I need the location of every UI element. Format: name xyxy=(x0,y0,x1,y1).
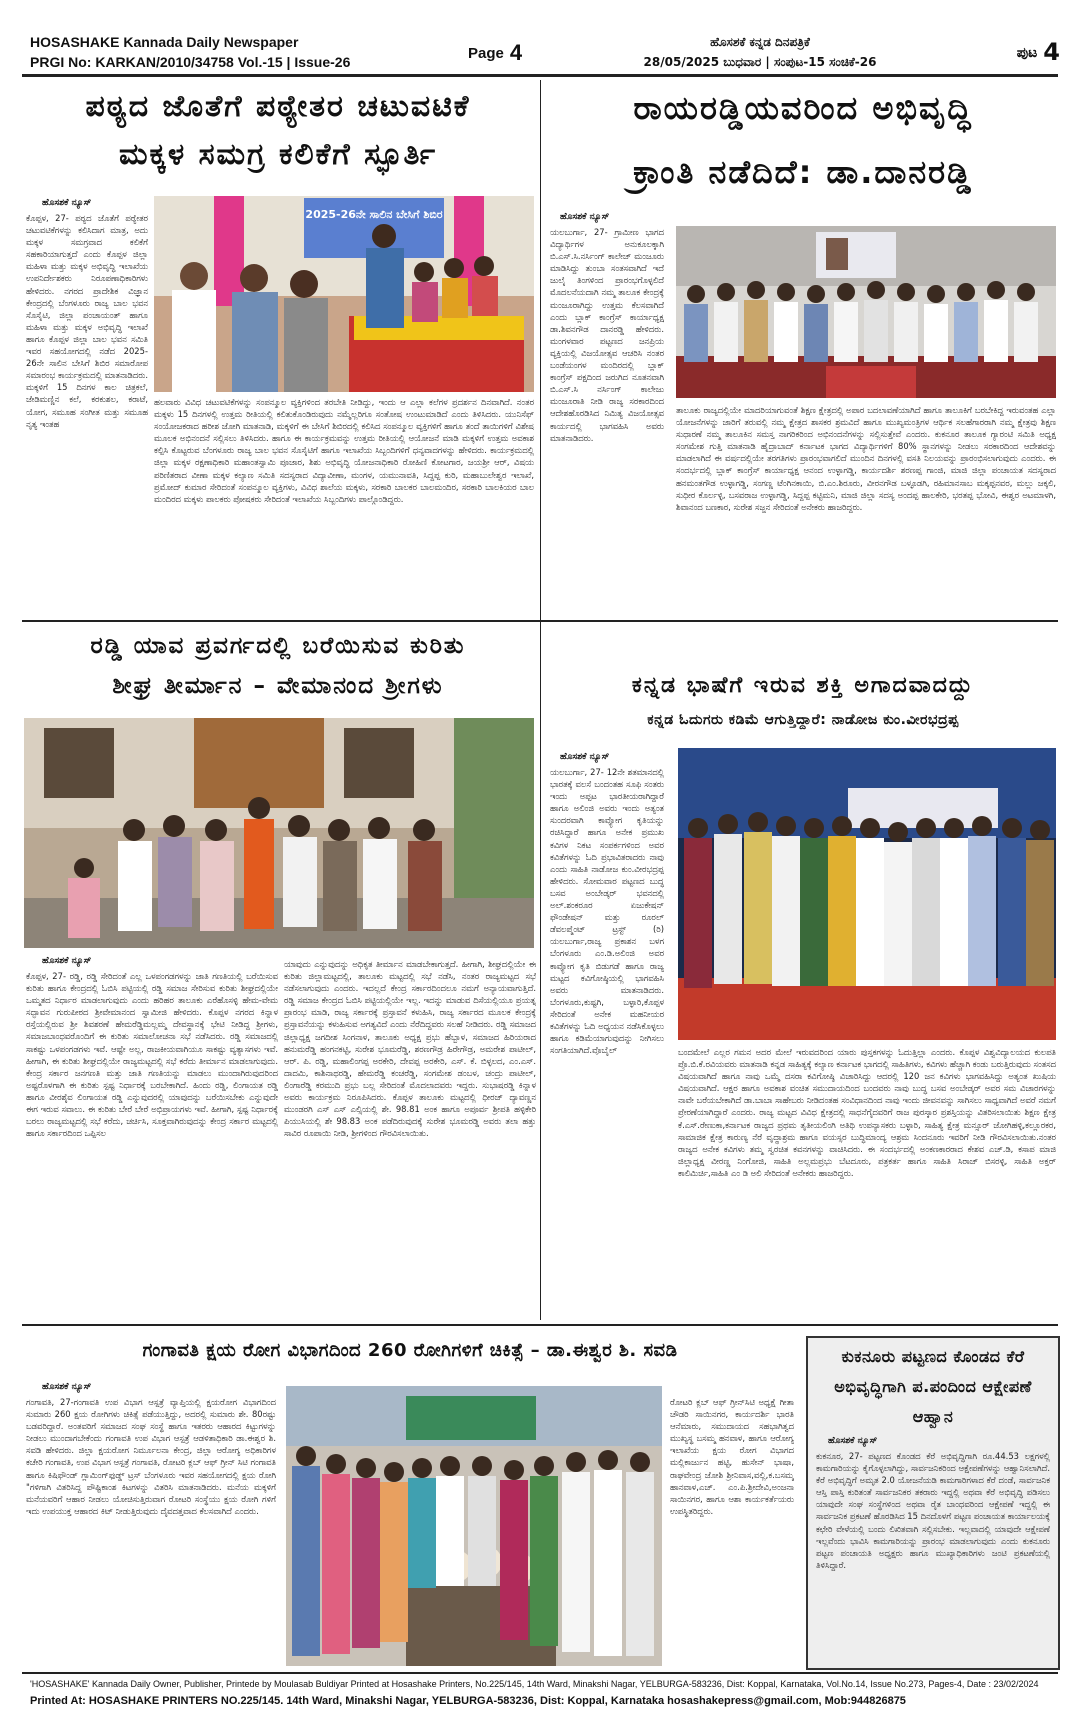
paper-name: HOSASHAKE Kannada Daily Newspaper xyxy=(30,34,299,50)
a5-column-2: ರೋಟರಿ ಕ್ಲಬ್ ಆಫ್ ಗ್ರೀನ್‌ಸಿಟಿ ಅಧ್ಯಕ್ಷೆ ಗೀತಾ ಚೌಡರಿ ಸಾಯಿನಗರ, ಕಾರ್ಯದರ್ಶಿ ಭಾರತಿ ಆನೆಮಾರು, ಸಮುದಾಯದ ಸಹಭಾಗಿತ್ವದ ಮುಖ್ಯಸ್ಥ ಬಸಮ್ಮ ಹನವಾಳ, ಹಾಗೂ ಆರೋಗ್ಯ ಇಲಾಖೆಯ ಕ್ಷಯ ರೋಗ ವಿಭಾಗದ ಮಲ್ಲಿಕಾರ್ಜುನ ಹಟ್ಟಿ, ಹುಸೇನ್ ಭಾಷಾ, ರಾಘವೇಂದ್ರ ಜೋಶಿ ಶ್ರೀನಿವಾಸ,ವಲ್ಲಿ,ಕ.ಬಸಮ್ಮ ಹಾನವಾಳ,ಎಚ್. ಎಂ.ಪಿ.ಶ್ರೀದೇವಿ,ಅಂಜನಾ ಸಾಯಿನಗರ, ಹಾಗೂ ಆಶಾ ಕಾರ್ಯಕರ್ತೆಯರು ಉಪಸ್ಥಿತರಿದ್ದರು. xyxy=(670,1397,794,1516)
masthead xyxy=(30,32,1060,72)
a4-column-1: ಯಲಬುರ್ಗಾ, 27- 12ನೇ ಶತಮಾನದಲ್ಲಿ ಭಾರತಕ್ಕೆ ವಲಸೆ ಬಂದಂತಹ ಸೂಫಿ ಸಂತರು ಇಂದು ಅಪ್ಪಟ ಭಾರತೀಯರಾಗಿದ್ದಾರೆ ಹಾಗೂ ಅಲಿಂಜಿ ಅವರು ಇಂದು ಅತ್ಯಂತ ಸುಂದರವಾಗಿ ಕಾವ್ಯೋಗ ಕೃತಿಯನ್ನು ರಚಿಸಿದ್ದಾರೆ ಹಾಗೂ ಅನೇಕ ಪ್ರಮುಖ ಕವಿಗಳ ನಿಕಟ ಸಂಪರ್ಕಗಳಿಂದ ಅವರ ಕವಿತೆಗಳನ್ನು ಓದಿ ಪ್ರಭಾವಿತರಾದರು ನಾವು ಎಂದು ಸಾಹಿತಿ ನಾಡೋಜ ಕುಂ.ವೀರಭದ್ರಪ್ಪ ಹೇಳಿದರು. ಸೋಮವಾರ ಪಟ್ಟಣದ ಬುದ್ಧ ಬಸವ ಅಂಬೇಡ್ಕರ್ ಭವನದಲ್ಲಿ ಅಲ್.ಶಂಕರೂರ ಏಜುಕೇಷನ್ ಫೌಂಡೇಷನ್ ಮತ್ತು ರೂರಲ್ ಡೆವಲಪ್ಮೆಂಟ್ ಟ್ರಸ್ಟ್ (ರಿ) ಯಲಬುರ್ಗಾ,ರಾಜ್ಯ ಪ್ರಕಾಶನ ಬಳಗ ಬೆಂಗಳೂರು ಎಂ.ಡಿ.ಅಲಿಂಜಿ ಅವರ ಕಾವ್ಯೋಗ ಕೃತಿ ಬಿಡುಗಡೆ ಹಾಗೂ ರಾಜ್ಯ ಮಟ್ಟದ ಕವಿಗೋಷ್ಠಿಯಲ್ಲಿ ಭಾಗವಹಿಸಿ ಅವರು ಮಾತನಾಡಿದರು. ಬೆಂಗಳೂರು,ಕುಷ್ಟಗಿ, ಬಳ್ಳಾರಿ,ಕೊಪ್ಪಳ ಸೇರಿದಂತೆ ಅನೇಕ ಮಹನೀಯರ ಕವಿತೆಗಳನ್ನು ಓದಿ ಅಧ್ಯಯನ ನಡೆಸಿಕೊಳ್ಳಲು ಹಾಗೂ ಕಡಿಮೆಯಾಗುವುದನ್ನು ನೀಗಿಸಲು ಸಂಗತಿಯಾಗಿದೆ.ವೊಬೈಲ್ xyxy=(550,767,664,1056)
date-line: 28/05/2025 ಬುಧವಾರ | ಸಂಪುಟ-15 ಸಂಚಿಕೆ-26 xyxy=(643,55,877,69)
a6-box xyxy=(806,1336,1060,1670)
a3-column-2: ಯಾವುದು ಎನ್ನುವುದನ್ನು ಅಧಿಕೃತ ತೀರ್ಮಾನ ಮಾಡಬೇಕಾಗುತ್ತದೆ. ಹೀಗಾಗಿ, ಶೀಘ್ರದಲ್ಲಿಯೇ ಈ ಕುರಿತು ಜಿಲ್ಲಾಮಟ್ಟದಲ್ಲಿ, ತಾಲೂಕು ಮಟ್ಟದಲ್ಲಿ ಸಭೆ ನಡೆಸಿ, ನಂತರ ರಾಜ್ಯಮಟ್ಟದ ಸಭೆ ನಡೆಸಲಾಗುವುದು ಎಂದರು. ಇದಲ್ಲದೆ ಕೇಂದ್ರ ಸರ್ಕಾರದಿಂದಲೂ ನಮಗೆ ಅನ್ಯಾಯವಾಗುತ್ತಿದೆ. ರಡ್ಡಿ ಸಮಾಜ ಕೇಂದ್ರದ ಓಬಿಸಿ ಪಟ್ಟಿಯಲ್ಲಿಯೇ ಇಲ್ಲ. ಇದನ್ನು ಮಾಡುವ ದಿಸೆಯಲ್ಲಿಯೂ ಪ್ರಯತ್ನ ಪ್ರಾರಂಭ ಮಾಡಿ, ರಾಜ್ಯ ಸರ್ಕಾರಕ್ಕೆ ಪ್ರಸ್ತಾವನೆ ಕಳುಹಿಸಿ, ರಾಜ್ಯ ಸರ್ಕಾರದ ಮೂಲಕ ಕೇಂದ್ರಕ್ಕೆ ಪ್ರಸ್ತಾವನೆಯನ್ನು ಕಳುಹಿಸುವ ಅಗತ್ಯವಿದೆ ಎಂದು ನೆರೆದಿದ್ದವರು ಸಲಹೆ ನೀಡಿದರು. ರಡ್ಡಿ ಸಮಾಜದ ಜಿಲ್ಲಾಧ್ಯಕ್ಷ ಜಗದೀಶ ಸಿಂಗನಾಳ, ತಾಲೂಕು ಅಧ್ಯಕ್ಷ ಪ್ರಭು ಹೆಬ್ಬಾಳ, ಸಮಾಜದ ಹಿರಿಯರಾದ ಹನುಮರೆಡ್ಡಿ ಹಂಗನಕಟ್ಟಿ, ಸುರೇಶ ಭೂಮರೆಡ್ಡಿ, ಶರಣಗೌಡ್ರ ಹಿರೇಗೌಡ್ರ, ಅಮರೇಶ ಪಾಟೀಲ್, ಆರ್. ಪಿ. ರಡ್ಡಿ, ಮಹಾಲಿಂಗಪ್ಪ ಅರಕೇರಿ, ದೇವಪ್ಪ ಅರಕೇರಿ, ಎಸ್. ಕೆ. ಬಿಳ್ಳಲದ, ಎಂ.ಎಸ್. ದಾದಮಿ, ಕಾಶಿನಾಥರಡ್ಡಿ, ಹೇಮರೆಡ್ಡಿ ಕಂಚರೆಡ್ಡಿ, ಸಂಗಮೇಶ ಡಂಬಳ, ಚಂದ್ರು ಪಾಟೀಲ್, ಲಿಂಗಾರೆಡ್ಡಿ ಕರಮುದಿ ಪ್ರಭು ಬಲ್ಲ ಸೇರಿದಂತೆ ಮೊದಲಾದವರು ಇದ್ದರು. ಸುಭಾಷರಡ್ಡಿ ಕಿನ್ನಾಳ ಅವರು ಕಾರ್ಯಕ್ರಮ ನಿರೂಪಿಸಿದರು. ಕೊಪ್ಪಳ ತಾಲೂಕು ಮಟ್ಟದಲ್ಲಿ ಧೀರಜ್ ದ್ಯಾವಣ್ಣನ ಮುಂಡರಗಿ ಎಸ್ ಎಸ್ ಎಲ್ಸಿಯಲ್ಲಿ ಶೇ. 98.81 ಅಂಕ ಹಾಗೂ ಅಪೂರ್ವ ಶ್ರೀಪತಿ ಹಳ್ಳಿಕೇರಿ ಪಿಯುಸಿಯಲ್ಲಿ ಶೇ 98.83 ಅಂಕ ಪಡೆದಿರುವುದಕ್ಕೆ ಸುರೇಶ ಭೂಮರಡ್ಡಿ ಅವರು ತಲಾ ಹತ್ತು ಸಾವಿರ ರೂಪಾಯಿ ನೀಡಿ, ಶ್ರೀಗಳಿಂದ ಗೌರವಿಸಲಾಯಿತು. xyxy=(284,959,536,1139)
a1-photo xyxy=(154,196,534,392)
column-divider-top xyxy=(540,80,541,1320)
a3-photo xyxy=(24,718,534,948)
a5-column-1: ಗಂಗಾವತಿ, 27-ಗಂಗಾವತಿ ಉಪ ವಿಭಾಗ ಆಸ್ಪತ್ರೆ ವ್ಯಾಪ್ತಿಯಲ್ಲಿ ಕ್ಷಯರೋಗ ವಿಭಾಗದಿಂದ ಸುಮಾರು 260 ಕ್ಷಯ ರೋಗಿಗಳು ಚಿಕಿತ್ಸೆ ಪಡೆಯುತ್ತಿದ್ದು, ಅದರಲ್ಲಿ ಸುಮಾರು ಶೇ. 80ರಷ್ಟು ಬಡವರಿದ್ದಾರೆ. ಅಂತವರಿಗೆ ಸಮಾಜದ ಸಂಘ ಸಂಸ್ಥೆ ಹಾಗೂ ಇತರರು ಆಹಾರದ ಕಿಟ್ಟುಗಳನ್ನು ನೀಡಲು ಮುಂದಾಗಬೇಕೆಂದು ಗಂಗಾವತಿ ಉಪ ವಿಭಾಗ ಆಸ್ಪತ್ರೆ ಆಡಳಿತಾಧಿಕಾರಿ ಡಾ.ಈಶ್ವರ ಶಿ. ಸವಡಿ ಹೇಳಿದರು. ಜಿಲ್ಲಾ ಕ್ಷಯರೋಗ ನಿರ್ಮೂಲನಾ ಕೇಂದ್ರ, ಜಿಲ್ಲಾ ಆರೋಗ್ಯ ಅಧಿಕಾರಿಗಳ ಕಚೇರಿ ಗಂಗಾವತಿ, ಉಪ ವಿಭಾಗ ಆಸ್ಪತ್ರೆ ಗಂಗಾವತಿ, ರೋಟರಿ ಕ್ಲಬ್ ಆಫ್ ಗ್ರೀನ್ ಸಿಟಿ ಗಂಗಾವತಿ ಹಾಗೂ ಕಿಷಿಫೌಂಡ್ ಗ್ಲಾಮಿಂಗ್‌ಫುಡ್ಡ್ ಟ್ರಸ್ ಬೆಂಗಳೂರು ಇವರ ಸಹಯೋಗದಲ್ಲಿ ಕ್ಷಯ ರೋಗಿ "ಗಳಿಗಾಗಿ ವಿತರಿಸಿದ್ದ ಪೌಷ್ಟಿಕಾಂಶ ಕಿಟಗಳನ್ನು ವಿತರಿಸಿ ಮಾತನಾಡಿದರು. ಮನೆಯ ಮಕ್ಕಳಿಗೆ ಮನೆಯವರಿಗೆ ಆಹಾರ ನೀಡಲು ಯೋಚಿಸುತ್ತಿರುವಾಗ ರೋಟರಿ ಸಂಸ್ಥೆಯು ಕ್ಷಯ ರೋಗಿ ಗಳಿಗೆ ಇದು ಉಪಯುಕ್ತ ಆಹಾರದ ಕಿಟ್ ನೀಡುತ್ತಿರುವುದು ದೈವದತ್ತವಾದ ಕೆಲಸವಾಗಿದೆ ಎಂದರು. xyxy=(26,1397,276,1516)
a1-photo-banner: 2025-26ನೇ ಸಾಲಿನ ಬೇಸಿಗೆ ಶಿಬಿರ xyxy=(305,208,443,221)
a4-column-2: ಬಂದಮೇಲೆ ಎಲ್ಲರ ಗಮನ ಅದರ ಮೇಲೆ ಇರುವದರಿಂದ ಯಾರು ಪುಸ್ತಕಗಳನ್ನು ಓದುತ್ತಿಲ್ಲಾ ಎಂದರು. ಕೊಪ್ಪಳ ವಿಶ್ವವಿದ್ಯಾಲಯದ ಕುಲಪತಿ ಪ್ರೊ.ಬಿ.ಕೆ.ರವಿಯವರು ಮಾತನಾಡಿ ಕನ್ನಡ ಸಾಹಿತ್ಯಕ್ಕೆ ಕಲ್ಯಾಣ ಕರ್ನಾಟಕ ಭಾಗದಲ್ಲಿ ಸಾಹಿತಿಗಳು, ಕವಿಗಳು ಹೆಚ್ಚಾಗಿ ಕಂಡು ಬರುತ್ತಿರುವುದು ಸಂತಸದ ವಿಷಯವಾಗಿದೆ ಹಾಗೂ ನಾವು ಒಮ್ಮೆ ದಸರಾ ಕವಿಗೋಷ್ಠಿ ವಿಚಾರಿಸಿದ್ದು ಆದರಲ್ಲಿ 120 ಜನ ಕವಿಗಳು ಭಾಗವಹಿಸಿದ್ದು ಅತ್ಯಂತ ಖುಷಿಯ ವಿಷಯವಾಗಿದೆ. ಆಕ್ಷರ ಹಾಗೂ ಅವಕಾಶ ವಂಚಿತ ಸಮುದಾಯದಿಂದ ಬಂದವರು ನಾವು ಬುದ್ಧ ಬಸವ ಅಂಬೇಡ್ಕರ್ ಅವರ ಸಮ ವಿಚಾರಗಳನ್ನು ನಾವೇ ಬರೆಯಬೇಕಾಗಿದೆ ಡಾ.ಬಾಬಾ ಸಾಹೇಬರು ನೀಡಿದಂತಹ ಸಂವಿಧಾನದಿಂದ ನಾವು ಇಂದು ಜೀವನವನ್ನು ಸಾಗಿಸಲು ಸಾಧ್ಯವಾಗಿದೆ ಅವರೆ ನಮಗೆ ಪ್ರೇರಣೆಯಾಗಿದ್ದಾರೆ ಎಂದರು. ರಾಜ್ಯ ಮಟ್ಟದ ವಿವಿಧ ಕ್ಷೇತ್ರದಲ್ಲಿ ಸಾಧನೆಗೈದವರಿಗೆ ರಾಜ ಪುರಸ್ಕಾರ ಪ್ರಶಸ್ತಿಯನ್ನು ವಿತರಿಸಲಾಯಿತು ಶಿಕ್ಷಣ ಕ್ಷೇತ್ರ ಕೆ.ಎಸ್.ರೇಣುಕಾ,ಕರ್ನಾಟಕ ರಾಜ್ಯದ ಪ್ರಥಮ ತೃತೀಯಲಿಂಗಿ ಅತಿಥಿ ಉಪನ್ಯಾಸಕರು ಬಳ್ಳಾರಿ, ಸಾಹಿತ್ಯ ಕ್ಷೇತ್ರ ಮನ್ಸೂರ್ ಜೋಗಿಹಳ್ಳಿ,ಕಲ್ಲೂರಕರ, ಸಾಮಾಜಿಕ ಕ್ಷೇತ್ರ ಕಾರುಣ್ಯ ನೆರೆ ವೃದ್ಧಾಶ್ರಮ ಹಾಗೂ ವಯಸ್ಸರ ಬುದ್ಧಿಮಾಂದ್ಯ ಆಶ್ರಮ ಸಿಂದನೂರು ಇವರಿಗೆ ನೀಡಿ ಗೌರವಿಸಲಾಯಿತು.ನಂತರ ರಾಜ್ಯದ ಅನೇಕ ಕವಿಗಳು ತಮ್ಮ ಸ್ವರಚಿತ ಕವನಗಳನ್ನು ವಾಚಿಸಿದರು. ಈ ಸಂದರ್ಭದಲ್ಲಿ ಅಂಕಣಕಾರರಾದ ಕೇಶವ ಎಚ್.ಡಿ, ಕಸಾಪ ಮಾಜಿ ಜಿಲ್ಲಾಧ್ಯಕ್ಷ ವೀರಣ್ಣ ನಿಂಗೋಜಿ, ಸಾಹಿತಿ ಅಲ್ಲಮಪ್ರಭು ಬೆಟದೂರು, ಪತ್ರಕರ್ತ ಹಾಗೂ ಸಾಹಿತಿ ಸಿರಾಜ್ ಬಿಸರಳ್ಳಿ, ಸಾಹಿತಿ ಅಕ್ತರ್ ಕಾಲಿಮಿರ್ಚಿ,ಸಾಹಿತಿ ಎಂ ಡಿ ಅಲಿ ಸೇರಿದಂತೆ ಅನೇಕರು ಹಾಜರಿದ್ದರು. xyxy=(678,1047,1056,1178)
a2-photo xyxy=(676,226,1056,398)
page-number-en: Page 4 xyxy=(468,40,523,65)
a4-headline-2: ಕನ್ನಡ ಓದುಗರು ಕಡಿಮೆ ಆಗುತ್ತಿದ್ದಾರೆ: ನಾಡೋಜ ಕುಂ.ವೀರಭದ್ರಪ್ಪ xyxy=(647,712,959,728)
footer-rule xyxy=(22,1672,1058,1674)
a1-headline-1: ಪಠ್ಯದ ಜೊತೆಗೆ ಪಠ್ಯೇತರ ಚಟುವಟಿಕೆ xyxy=(85,89,471,124)
footer-line-2: Printed At: HOSASHAKE PRINTERS NO.225/145. 14th Ward, Minakshi Nagar, YELBURGA-583236, Dist: Koppal, Karnataka hosashakepress@gmail.com, Mob:944826875 xyxy=(30,1695,906,1707)
a4-photo xyxy=(678,748,1056,1040)
a3-headline-1: ರಡ್ಡಿ ಯಾವ ಪ್ರವರ್ಗದಲ್ಲಿ ಬರೆಯಿಸುವ ಕುರಿತು xyxy=(90,633,466,659)
kannada-title: ಹೊಸಶಕೆ ಕನ್ನಡ ದಿನಪತ್ರಿಕೆ xyxy=(710,35,810,49)
masthead-kannada xyxy=(590,32,930,72)
a2-byline: ಹೊಸಶಕೆ ನ್ಯೂಸ್ xyxy=(560,212,610,222)
a5-byline: ಹೊಸಶಕೆ ನ್ಯೂಸ್ xyxy=(42,1382,92,1392)
a5-photo xyxy=(286,1386,662,1666)
a3-headline-2: ಶೀಘ್ರ ತೀರ್ಮಾನ – ವೇಮಾನಂದ ಶ್ರೀಗಳು xyxy=(112,673,444,699)
a5-headline: ಗಂಗಾವತಿ ಕ್ಷಯ ರೋಗ ವಿಭಾಗದಿಂದ 260 ರೋಗಿಗಳಿಗೆ ಚಿಕಿತ್ಸೆ – ಡಾ.ಈಶ್ವರ ಶಿ. ಸವಡಿ xyxy=(142,1340,678,1361)
row-divider-2 xyxy=(22,1324,1058,1326)
footer-line-1: 'HOSASHAKE' Kannada Daily Owner, Publisher, Printede by Moulasab Buldiyar Printed at Hosashake Printers, No.225/145, 14th Ward, Minakshi Nagar, YELBURGA-583236, Dist: Koppal, Karnataka, Vol.No.14, Issue No.273, Pages-4, Date : 23/02/2024 xyxy=(30,1679,1039,1689)
a2-column-2: ತಾಲೂಕು ರಾಜ್ಯದಲ್ಲಿಯೇ ಮಾದರಿಯಾಗುವಂತೆ ಶಿಕ್ಷಣ ಕ್ಷೇತ್ರದಲ್ಲಿ ಅಪಾರ ಬದಲಾವಣೆಯಾಗಿದೆ ಹಾಗೂ ತಾಲೂಕಿಗೆ ಬರಬೇಕಿದ್ದ ಇರುವಂತಹ ಎಲ್ಲಾ ಯೋಜನೆಗಳನ್ನು ಜಾರಿಗೆ ತರುವಲ್ಲಿ ನಮ್ಮ ಕ್ಷೇತ್ರದ ಶಾಸಕರ ಶ್ರಮವಿದೆ ಹಾಗೂ ಮುಖ್ಯಮಂತ್ರಿಗಳ ಆರ್ಥಿಕ ಸಲಹೆಗಾರರಾಗಿ ನಮ್ಮ ಕ್ಷೇತ್ರವು ಶಿಕ್ಷಣ ಸುಧಾರಣೆ ನಮ್ಮ ತಾಲೂಕಿನ ಸಮಸ್ತ ನಾಗರಿಕರಿಂದ ಅಭಿನಂದನೆಗಳನ್ನು ಸಲ್ಲಿಸುತ್ತೇವೆ ಎಂದರು. ಕುಕನೂರ ತಾಲೂಕ ಗ್ಯಾರಂಟಿ ಸಮಿತಿ ಅಧ್ಯಕ್ಷ ಸಂಗಮೇಶ ಗುತ್ತಿ ಮಾತನಾಡಿ ಹೈದ್ರಾಬಾದ್ ಕರ್ನಾಟಕ ಭಾಗದ ವಿದ್ಯಾರ್ಥಿಗಳಿಗೆ 80% ಸ್ಥಾನಗಳನ್ನು ನೀಡಲು ಸರಕಾರದಿಂದ ಆದೇಶವನ್ನು ಮಾಡಲಾಗಿದೆ ಈ ವರ್ಷದಲ್ಲಿಯೇ ತರಗತಿಗಳು ಪ್ರಾರಂಭವಾಗಲಿದೆ ಮುಂದಿನ ದಿನಗಳಲ್ಲಿ ವಸತಿ ನಿಲಯವನ್ನು ಪ್ರಾರಂಭಿಸಲಾಗುವುದು ಎಂದರು. ಈ ಸಂದರ್ಭದಲ್ಲಿ ಬ್ಲಾಕ್ ಕಾಂಗ್ರೆಸ್ ಕಾರ್ಯಾಧ್ಯಕ್ಷ ಆನಂದ ಉಳ್ಳಾಗಡ್ಡಿ, ಕಾರ್ಯದರ್ಶಿ ಶರಣಪ್ಪ ಗಾಂಜಿ, ಮಾಜಿ ಜಿಲ್ಲಾ ಪಂಚಾಯತ ಸದಸ್ಯರಾದ ಹನಮಂತಗೌಡ ಉಳ್ಳಾಗಡ್ಡಿ, ಸಂಗಣ್ಣ ಟೆಂಗಿನಕಾಯಿ, ಬಿ.ಎಂ.ಶಿರೂರು, ವೀರನಗೌಡ ಬಳ್ಳೂಡಗಿ, ರಹಿಮಾನಸಾಬ ಮಕ್ಕಪ್ಪನವರ, ಮಲ್ಲು ಜಕ್ಕಲಿ, ಸುಧೀರ ಕೊರ್ಲಳ್ಳಿ, ಬಸವರಾಜ ಉಳ್ಳಾಗಡ್ಡಿ, ಸಿದ್ದಪ್ಪ ಕಟ್ಟಿಮನಿ, ಮಾಜಿ ಜಿಲ್ಲಾ ಸದಸ್ಯ ಅಂದಪ್ಪ ಹಾಲಕೇರಿ, ಭರತಪ್ಪ ಭೋವಿ, ಈಶ್ವರ ಅಟಮಾಳಗಿ, ಶಿವಾನಂದ ಬಣಕಾರ, ಸುರೇಶ ಸಜ್ಜನ ಸೇರಿದಂತೆ ಅನೇಕರು ಹಾಜರಿದ್ದರು. xyxy=(676,405,1056,512)
a6-headline: ಕುಕನೂರು ಪಟ್ಟಣದ ಕೊಂಡದ ಕೆರೆ ಅಭಿವೃದ್ಧಿಗಾಗಿ ಪ.ಪಂದಿಂದ ಆಕ್ಷೇಪಣೆ ಆಹ್ವಾನ xyxy=(834,1347,1032,1426)
a4-headline-1: ಕನ್ನಡ ಭಾಷೆಗೆ ಇರುವ ಶಕ್ತಿ ಅಗಾದವಾದದ್ದು xyxy=(631,673,975,698)
masthead-rule xyxy=(22,74,1058,77)
a3-byline: ಹೊಸಶಕೆ ನ್ಯೂಸ್ xyxy=(42,956,92,966)
a2-headline-2: ಕ್ರಾಂತಿ ನಡೆದಿದೆ: ಡಾ.ದಾನರಡ್ಡಿ xyxy=(633,153,973,191)
a4-byline: ಹೊಸಶಕೆ ನ್ಯೂಸ್ xyxy=(560,752,610,762)
masthead-left xyxy=(30,32,350,72)
a1-column-2: ಹಲವಾರು ವಿವಿಧ ಚಟುವಟಿಕೆಗಳನ್ನು ಸಂಪನ್ಮೂಲ ವ್ಯಕ್ತಿಗಳಿಂದ ತರಬೇತಿ ನೀಡಿದ್ದು, ಇಂದು ಆ ಎಲ್ಲಾ ಕಲೆಗಳ ಪ್ರದರ್ಶನ ದಿನವಾಗಿದೆ. ನಂತರ ಮಕ್ಕಳು 15 ದಿನಗಳಲ್ಲಿ ಉತ್ತಮ ರೀತಿಯಲ್ಲಿ ಕಲಿತುಕೊಂಡಿರುವುದು ನಮ್ಮೆಲ್ಲರಿಗೂ ಸಂತೋಷ ಉಂಟುಮಾಡಿದೆ ಎಂದು ತಿಳಿಸಿದರು. ಯುನಿಸೆಫ್ ಸಂಯೋಜಕರಾದ ಹರೀಶ ಜೋಗಿ ಮಾತನಾಡಿ, ಮಕ್ಕಳಿಗೆ ಈ ಬೇಸಿಗೆ ಶಿಬಿರದಲ್ಲಿ ಕಲಿಸಿದ ಸಂಪನ್ಮೂಲ ವ್ಯಕ್ತಿಗಳಿಗೆ ಹಾಗೂ ತಂದೆ ತಾಯಿಗಳಿಗೆ ವಿಶೇಷ ಮೂಲಕ ಅಭಿನಂದನೆ ಸಲ್ಲಿಸಲು ತಿಳಿಸಿದರು. ಹಾಗೂ ಈ ಕಾರ್ಯಕ್ರಮವನ್ನು ಉತ್ತಮ ರೀತಿಯಲ್ಲಿ ಆಯೋಜನೆ ಮಾಡಿ ಮಕ್ಕಳಿಗೆ ಉತ್ತಮ ಅವಕಾಶ ಕಲ್ಪಿಸಿ ಕೊಟ್ಟರುವ ಬೆಂಗಳೂರು ರಾಜ್ಯ ಬಾಲ ಭವನ ಸೊಸೈಟಿಗೆ ಹಾಗೂ ಇಲಾಖೆಯ ಸಿಬ್ಬಂದಿಗಳಿಗೆ ಧನ್ಯವಾದಗಳನ್ನು ಹೇಳಿದರು. ಕಾರ್ಯಕ್ರಮದಲ್ಲಿ ಜಿಲ್ಲಾ ಮಕ್ಕಳ ರಕ್ಷಣಾಧಿಕಾರಿ ಮಹಾಂತಸ್ವಾಮಿ ಪೂಜಾರ, ಶಿಶು ಅಭಿವೃದ್ಧಿ ಯೋಜನಾಧಿಕಾರಿ ರೋಹಿಣಿ ಕೋಟಗಾರ, ಜಯಶ್ರೀ ಆರ್, ವಿಷಯ ಪರಿಣಿತರಾದ ವೀಣಾ ಮಕ್ಕಳ ಕಲ್ಯಾಣ ಸಮಿತಿ ಸದಸ್ಯರಾದ ವಿದ್ಯಾವೀಣಾ, ಮಂಗಳ, ಯಮುನಾವತಿ, ಸಿದ್ದಪ್ಪ ಕುರಿ, ಮಹಾಬುಲೇಶ್ವರ ಇಲಾಖೆ, ಪ್ರಮೋದ್ ಕುಮಾರ ಸೇರಿದಂತೆ ಸಂಪನ್ಮೂಲ ವ್ಯಕ್ತಿಗಳು, ವಿವಿಧ ಶಾಲೆಯ ಮಕ್ಕಳು, ಸರಕಾರಿ ಬಾಲಕರ ಬಾಲಮಂದಿರ, ಸರಕಾರಿ ಬಾಲಕಿಯರ ಬಾಲ ಮಂದಿರದ ಮಕ್ಕಳು ಪಾಲಕರು ಪೋಷಕರು ಸೇರಿದಂತೆ ಇಲಾಖೆಯ ಸಿಬ್ಬಂದಿಗಳು ಪಾಲ್ಗೊಂಡಿದ್ದರು. xyxy=(154,397,534,504)
a6-body: ಕುಕನೂರ, 27- ಪಟ್ಟಣದ ಕೊಂಡದ ಕೆರೆ ಅಭಿವೃದ್ಧಿಗಾಗಿ ರೂ.44.53 ಲಕ್ಷಗಳಲ್ಲಿ ಕಾಮಗಾರಿಯನ್ನು ಕೈಗೊಳ್ಳಲಾಗಿದ್ದು, ಸಾರ್ವಜನಿಕರಿಂದ ಆಕ್ಷೇಪಣೆಗಳನ್ನು ಆಹ್ವಾನಿಸಲಾಗಿದೆ. ಕೆರೆ ಅಭಿವೃದ್ಧಿಗೆ ಅಮೃತ 2.0 ಯೋಜನೆಯಡಿ ಕಾಮಗಾರಿಗಳಾದ ಕೆರೆ ದಂಡೆ, ಸಾರ್ವಜನಿಕ ಆಸ್ತಿ ಪಾಸ್ತಿ ಕುರಿತಂತೆ ಸಾರ್ವಜನಿಕರ ತಕರಾರು ಇದ್ದಲ್ಲಿ ಅಥವಾ ಕೆರೆ ಅಭಿವೃದ್ಧಿ ಪಡಿಸಲು ಯಾವುದೇ ಸಂಘ ಸಂಸ್ಥೆಗಳಿಂದ ಅಥವಾ ರೈತ ಬಾಂಧವರಿಂದ ಆಕ್ಷೇಪಣೆ ಇದ್ದಲ್ಲಿ ಈ ಸಾರ್ವಜನಿಕ ಪ್ರಕಟಣೆ ಹೊರಡಿಸಿದ 15 ದಿನದೊಳಗೆ ಪಟ್ಟಣ ಪಂಚಾಯತ ಕಾರ್ಯಾಲಯಕ್ಕೆ ಕಛೇರಿ ವೇಳೆಯಲ್ಲಿ ಬಂದು ಲಿಖಿತವಾಗಿ ಸಲ್ಲಿಸಬೇಕು. ಇಲ್ಲವಾದಲ್ಲಿ ಯಾವುದೇ ಆಕ್ಷೇಪಣೆ ಇಲ್ಲವೆಂದು ಭಾವಿಸಿ ಕಾಮಗಾರಿಯನ್ನು ಪ್ರಾರಂಭ ಮಾಡಲಾಗುವುದು ಎಂದು ಕುಕನೂರು ಪಟ್ಟಣ ಪಂಚಾಯತಿ ಅಧ್ಯಕ್ಷರು ಹಾಗೂ ಮುಖ್ಯಾಧಿಕಾರಿಗಳು ಜಂಟಿ ಪ್ರಕಟಣೆಯಲ್ಲಿ ತಿಳಿಸಿದ್ದಾರೆ. xyxy=(816,1451,1050,1570)
a1-headline-2: ಮಕ್ಕಳ ಸಮಗ್ರ ಕಲಿಕೆಗೆ ಸ್ಫೂರ್ತಿ xyxy=(118,137,437,172)
page-number-kn: ಪುಟ 4 xyxy=(1016,38,1060,66)
a2-headline-1: ರಾಯರಡ್ಡಿಯವರಿಂದ ಅಭಿವೃದ್ಧಿ xyxy=(633,89,973,127)
a1-byline: ಹೊಸಶಕೆ ನ್ಯೂಸ್ xyxy=(42,198,92,208)
a2-column-1: ಯಲಬುರ್ಗಾ, 27- ಗ್ರಾಮೀಣ ಭಾಗದ ವಿದ್ಯಾರ್ಥಿಗಳ ಅನುಕೂಲಕ್ಕಾಗಿ ಬಿ.ಎಸ್.ಸಿ.ನರ್ಸಿಂಗ್ ಕಾಲೇಜ್ ಮಂಜೂರು ಮಾಡಿಸಿದ್ದು ತುಂಬಾ ಸಂತಸವಾಗಿದೆ ಇದೆ ಜುಲೈ ತಿಂಗಳಿಂದ ಪ್ರಾರಂಭಗೊಳ್ಳಲಿದೆ ಮೊದಲನೆಯದಾಗಿ ನಮ್ಮ ತಾಲೂಕ ಕೇಂದ್ರಕ್ಕೆ ಮಂಜೂರಾಗಿದ್ದು ಉತ್ತಮ ಕೆಲಸವಾಗಿದೆ ಎಂದು ಬ್ಲಾಕ್ ಕಾಂಗ್ರೆಸ್ ಕಾರ್ಯಾಧ್ಯಕ್ಷ ಡಾ.ಶಿವನಗೌಡ ದಾನರಡ್ಡಿ ಹೇಳಿದರು. ಮಂಗಳವಾರ ಪಟ್ಟಣದ ಜನಪ್ರಿಯ ವ್ಯಕ್ತಿಯಲ್ಲಿ ವಿಜಯೋತ್ಸವ ಆಚರಿಸಿ ನಂತರ ಬಂಡೆಯಂಗಳ ಮಂದಿರದಲ್ಲಿ ಬ್ಲಾಕ್ ಕಾಂಗ್ರೆಸ್ ಪಕ್ಷದಿಂದ ಜರುಗಿದ ನೂತನವಾಗಿ ಬಿ.ಎಸ್.ಸಿ ನರ್ಸಿಂಗ್ ಕಾಲೇಜು ಮಂಜೂರಾತಿ ನೀಡಿ ರಾಜ್ಯ ಸರಕಾರದಿಂದ ಆದೇಶಹೊರಡಿಸಿದ ನಿಮಿತ್ಯ ವಿಜಯೋತ್ಸವ ಕಾರ್ಯದಲ್ಲಿ ಭಾಗವಹಿಸಿ ಅವರು ಮಾತನಾಡಿದರು. xyxy=(550,227,664,443)
registration-line: PRGI No: KARKAN/2010/34758 Vol.-15 | Issue-26 xyxy=(30,54,351,70)
a1-column-1: ಕೊಪ್ಪಳ, 27- ಪಠ್ಯದ ಜೊತೆಗೆ ಪಠ್ಯೇತರ ಚಟುವಟಿಕೆಗಳನ್ನು ಕಲಿಸಿದಾಗ ಮಾತ್ರ, ಅದು ಮಕ್ಕಳ ಸಮಗ್ರವಾದ ಕಲಿಕೆಗೆ ಸಹಕಾರಿಯಾಗುತ್ತದೆ ಎಂದು ಕೊಪ್ಪಳ ಜಿಲ್ಲಾ ಮಹಿಳಾ ಮತ್ತು ಮಕ್ಕಳ ಅಭಿವೃದ್ಧಿ ಇಲಾಖೆಯ ಉಪನಿರ್ದೇಶಕರು ನಿರೂಪಣಾಧಿಕಾರಿಗಳು ಹೇಳಿದರು. ನಗರದ ಪ್ರಾದೇಶಿಕ ವಿಜ್ಞಾನ ಕೇಂದ್ರದಲ್ಲಿ ಬೆಂಗಳೂರು ರಾಜ್ಯ ಬಾಲ ಭವನ ಸೊಸೈಟಿ, ಜಿಲ್ಲಾ ಪಂಚಾಯಂತ್ ಹಾಗೂ ಮಹಿಳಾ ಮತ್ತು ಮಕ್ಕಳ ಅಭಿವೃದ್ಧಿ ಇಲಾಖೆ ಹಾಗೂ ಕೊಪ್ಪಳ ಜಿಲ್ಲಾ ಬಾಲ ಭವನ ಸಮಿತಿ ಇವರ ಸಹಯೋಗದಲ್ಲಿ ನಡೆದ 2025-26ನೇ ಸಾಲಿನ ಬೇಸಿಗೆ ಶಿಬಿರ ಸಮಾರೋಪ ಸಮಾರಂಭ ಕಾರ್ಯಕ್ರಮದಲ್ಲಿ ಮಾತನಾಡಿದರು. ಮಕ್ಕಳಿಗೆ 15 ದಿನಗಳ ಕಾಲ ಚಿತ್ರಕಲೆ, ಜೇಡಿಮಣ್ಣಿನ ಕಲೆ, ಕರಕುಶಲ, ಕರಾಟೆ, ಯೋಗ, ಸಮೂಹ ಸಂಗೀತ ಮತ್ತು ಸಮೂಹ ನೃತ್ಯ ಇಂತಹ xyxy=(26,213,148,429)
a6-byline: ಹೊಸಶಕೆ ನ್ಯೂಸ್ xyxy=(828,1436,878,1446)
row-divider-1 xyxy=(22,620,1058,622)
a3-column-1: ಕೊಪ್ಪಳ, 27- ರಡ್ಡಿ, ರಡ್ಡಿ ಸೇರಿದಂತೆ ಎಲ್ಲ ಒಳಪಂಗಡಗಳನ್ನು ಜಾತಿ ಗಣತಿಯಲ್ಲಿ ಬರೆಯಿಸುವ ಕುರಿತು ಹಾಗೂ ಕೇಂದ್ರದಲ್ಲಿ ಓಬಿಸಿ ಪಟ್ಟಿಯಲ್ಲಿ ರಡ್ಡಿ ಸಮಾಜ ಸೇರಿಸುವ ಕುರಿತು ಶೀಘ್ರದಲ್ಲಿಯೇ ಒಮ್ಮತದ ನಿರ್ಧಾರ ಮಾಡಲಾಗುವುದು ಎಂದು ಹರಿಹರ ತಾಲೂಕು ಎರೆಹೊಸಳ್ಳಿ ಹೇಮ-ವೇಮ ಸದ್ಭಾವನ ಗುರುಪೀಠದ ಶ್ರೀವೇಮಾನಂದ ಸ್ವಾಮೀಜಿ ಹೇಳಿದರು. ಕೊಪ್ಪಳ ನಗರದ ಕಿನ್ನಾಳ ರಸ್ತೆಯಲ್ಲಿರುವ ಶ್ರೀ ಶಿವಶರಣೆ ಹೇಮರೆಡ್ಡಿಮಲ್ಲಮ್ಮ ದೇವಸ್ಥಾನಕ್ಕೆ ಭೇಟಿ ನೀಡಿದ್ದ ಶ್ರೀಗಳು, ಸಮಾಜಬಾಂಧವರೊಂದಿಗೆ ಈ ಕುರಿತು ಸಮಾಲೋಚನಾ ಸಭೆ ನಡೆಸಿದರು. ರಡ್ಡಿ ಸಮಾಜದಲ್ಲಿ ಸಾಕಷ್ಟು ಒಳಪಂಗಡಗಳು ಇವೆ. ಆಷ್ಟೇ ಅಲ್ಲ, ರಾಜಕೀಯವಾಗಿಯೂ ಸಾಕಷ್ಟು ವ್ಯತ್ಯಾಸಗಳು ಇವೆ. ಹೀಗಾಗಿ, ಈ ಕುರಿತು ಶೀಘ್ರದಲ್ಲಿಯೇ ರಾಜ್ಯಮಟ್ಟದಲ್ಲಿ ಸಭೆ ಕರೆದು ತೀರ್ಮಾನ ಮಾಡಲಾಗುವುದು. ಕೇಂದ್ರ ಸರ್ಕಾರ ಜನಗಣತಿ ಮತ್ತು ಜಾತಿ ಗಣತಿಯನ್ನು ಮಾಡಲು ಮುಂದಾಗಿರುವುದರಿಂದ ಅಷ್ಟರೊಳಗಾಗಿ ಈ ಕುರಿತು ಸ್ಪಷ್ಟ ನಿರ್ಧಾರಕ್ಕೆ ಬರಬೇಕಾಗಿದೆ. ಹಿಂದು ರಡ್ಡಿ, ಲಿಂಗಾಯತ ರಡ್ಡಿ ಹಾಗೂ ವೀರಶೈವ ಲಿಂಗಾಯತ ರಡ್ಡಿ ಎನ್ನುವುದರಲ್ಲಿ ಯಾವುದನ್ನು ಬರೆಯಿಸಬೇಕು ಎನ್ನುವುದೇ ಈಗ ಇರುವ ಸವಾಲು. ಈ ಕುರಿತು ಬೇರೆ ಬೇರೆ ಅಭಿಪ್ರಾಯಗಳು ಇವೆ. ಹೀಗಾಗಿ, ಸ್ಪಷ್ಟ ನಿರ್ಧಾರಕ್ಕೆ ಬರಲು ರಾಜ್ಯಮಟ್ಟದಲ್ಲಿ ಸಭೆ ಕರೆದು, ಚರ್ಚಿಸಿ, ಸೂಕ್ತವಾಗಿರುವುದನ್ನು ಕೇಂದ್ರ ಸರ್ಕಾರ ಮಟ್ಟದಲ್ಲಿ ಹಾಗೂ ಸರ್ಕಾರದಿಂದ ಒಪ್ಪಿಸಲ xyxy=(26,971,278,1139)
